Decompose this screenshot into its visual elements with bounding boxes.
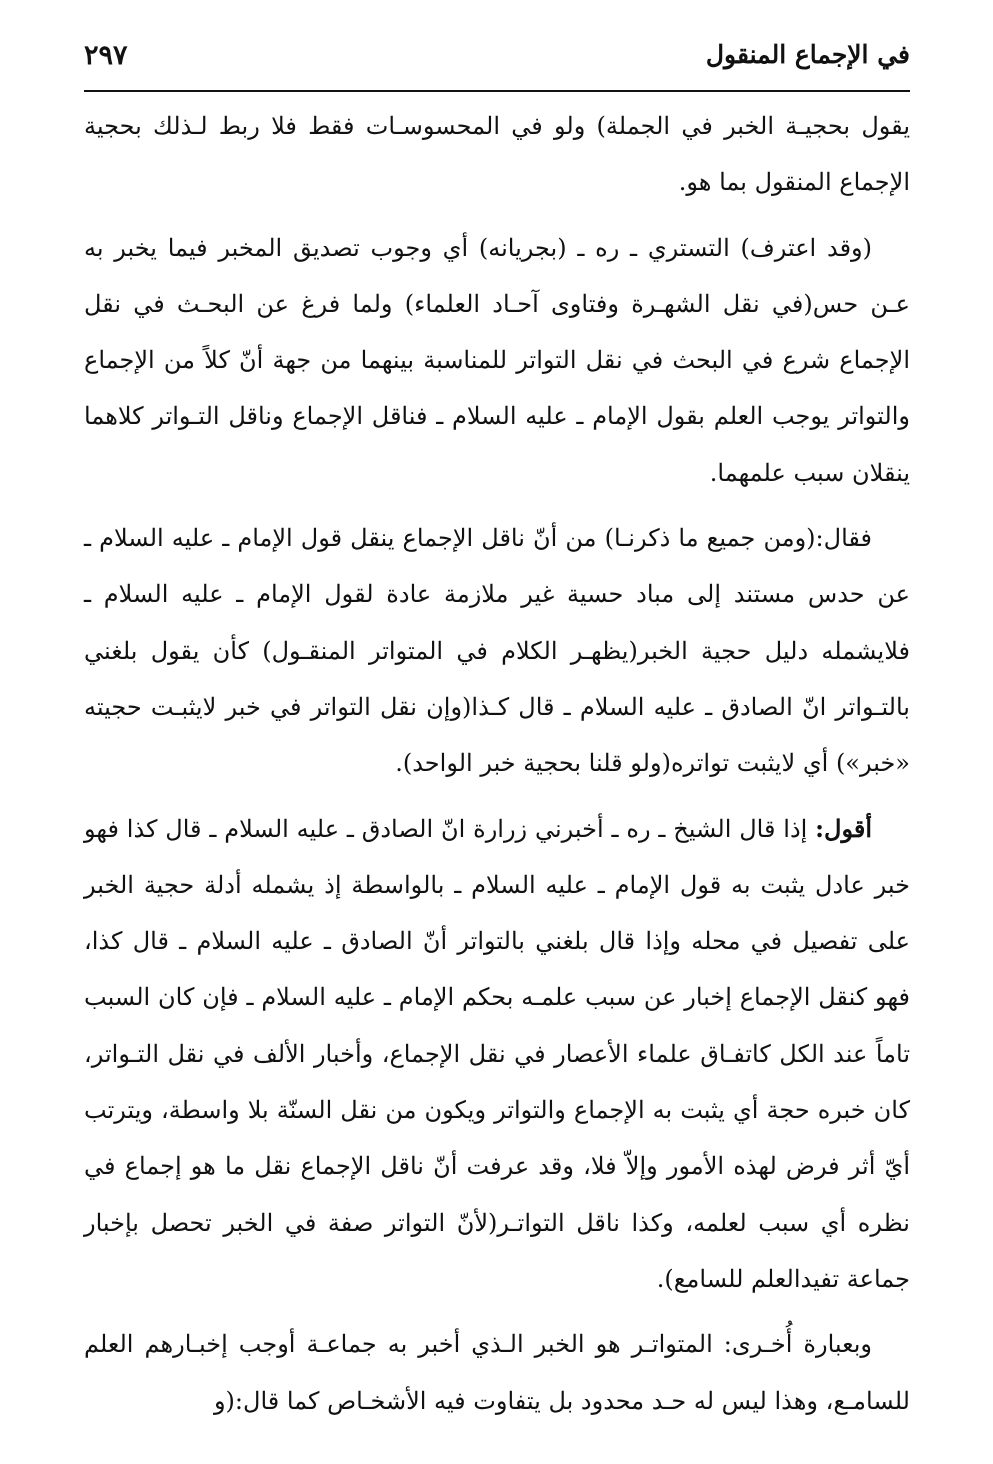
paragraph-1: يقول بحجيـة الخبر في الجملة) ولو في المحسوسـات فقط فلا ربط لـذلك بحجية الإجماع المنقول بما هو. (84, 112, 910, 197)
body-text (84, 98, 910, 1429)
running-title: في الإجماع المنقول (705, 40, 910, 69)
page-number: ٢٩٧ (84, 40, 128, 71)
running-header (84, 36, 910, 94)
paragraph-4 (84, 801, 910, 1308)
paragraph-5: وبعبارة أُخـرى: المتواتـر هو الخبر الـذي أخبر به جماعـة أوجب إخبـارهم العلم للسامـع، وهذا ليس له حـد محدود بل يتفاوت فيه الأشخـاص كما قال:(و (84, 1330, 910, 1415)
paragraph-2: (وقد اعترف) التستري ـ ره ـ (بجريانه) أي وجوب تصديق المخبر فيما يخبر به عـن حس(في نقل الشهـرة وفتاوى آحـاد العلماء) ولما فرغ عن البحـث في نقل الإجماع شرع في البحث في نقل التواتر للمناسبة بينهما من جهة أنّ كلاً من الإجماع والتواتر يوجب العلم بقول الإمام ـ عليه السلام ـ فناقل الإجماع وناقل التـواتر كلاهما ينقلان سبب علمهما. (84, 233, 910, 487)
paragraph-3: فقال:(ومن جميع ما ذكرنـا) من أنّ ناقل الإجماع ينقل قول الإمام ـ عليه السلام ـ عن حدس مستند إلى مباد حسية غير ملازمة عادة لقول الإمام ـ عليه السلام ـ فلايشمله دليل حجية الخبر(يظهـر الكلام في المتواتر المنقـول) كأن يقول بلغني بالتـواتر انّ الصادق ـ عليه السلام ـ قال كـذا(وإن نقل التواتر في خبر لايثبـت حجيته «خبر») أي لايثبت تواتره(ولو قلنا بحجية خبر الواحد). (84, 524, 910, 778)
paragraph-4-body: إذا قال الشيخ ـ ره ـ أخبرني زرارة انّ الصادق ـ عليه السلام ـ قال كذا فهو خبر عادل يثبت به قول الإمام ـ عليه السلام ـ بالواسطة إذ يشمله أدلة حجية الخبر على تفصيل في محله وإذا قال بلغني بالتواتر أنّ الصادق ـ عليه السلام ـ قال كذا، فهو كنقل الإجماع إخبار عن سبب علمـه بحكم الإمام ـ عليه السلام ـ فإن كان السبب تاماً عند الكل كاتفـاق علماء الأعصار في نقل الإجماع، وأخبار الألف في نقل التـواتر، كان خبره حجة أي يثبت به الإجماع والتواتر ويكون من نقل السنّة بلا واسطة، ويترتب أيّ أثر فرض لهذه الأمور وإلاّ فلا، وقد عرفت أنّ ناقل الإجماع نقل ما هو إجماع في نظره أي سبب لعلمه، وكذا ناقل التواتـر(لأنّ التواتر صفة في الخبر تحصل بإخبار جماعة تفيدالعلم للسامع). (84, 814, 910, 1293)
paragraph-lead-word: أقول: (815, 813, 872, 843)
header-rule (84, 90, 910, 92)
